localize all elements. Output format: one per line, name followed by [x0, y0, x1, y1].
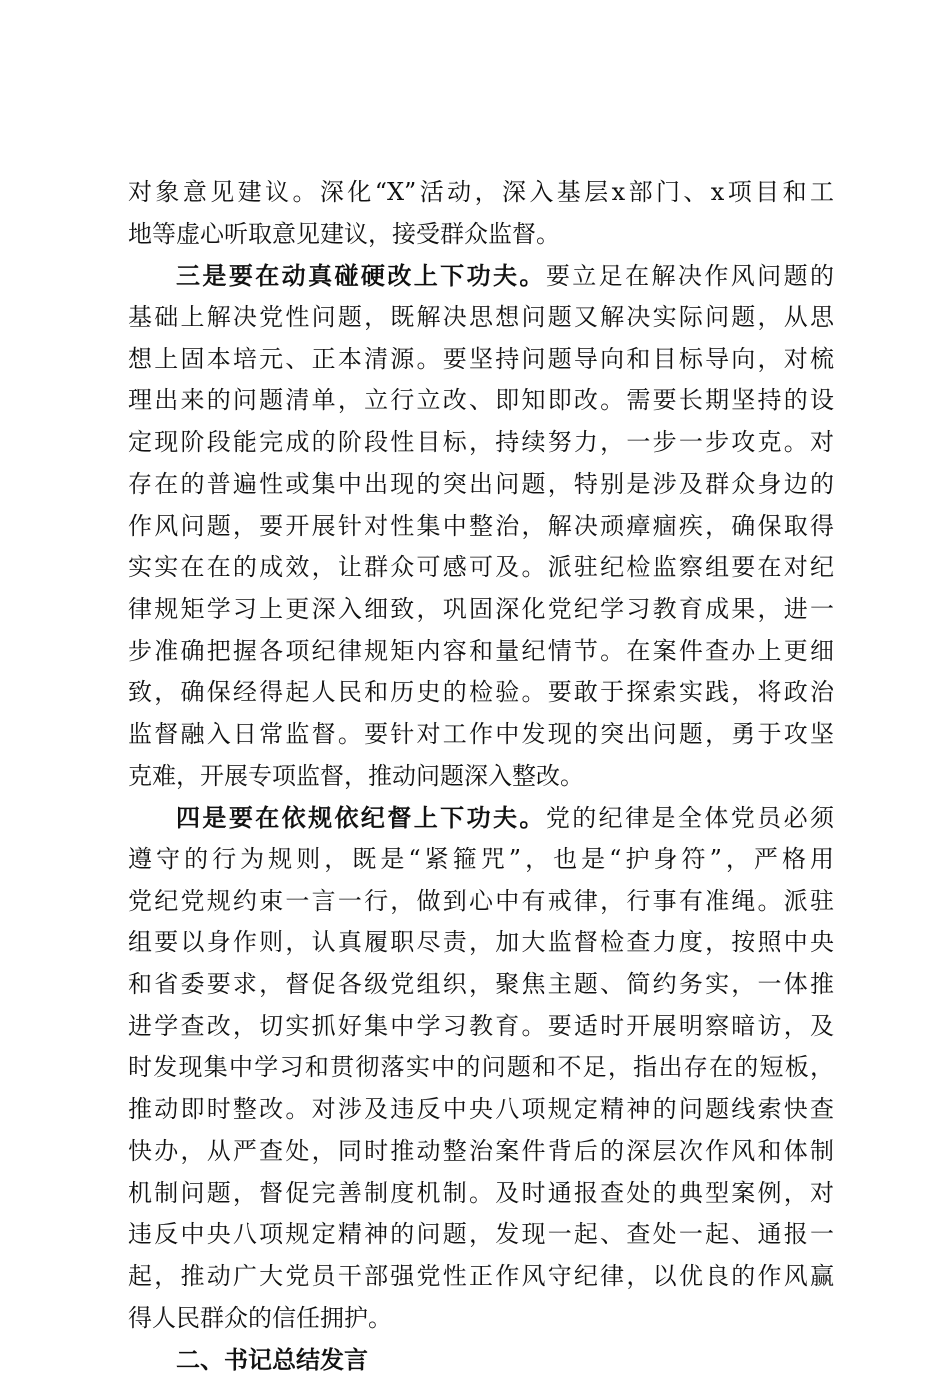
- text-line: 和省委要求，督促各级党组织，聚焦主题、简约务实，一体推: [128, 970, 834, 999]
- text-line: 想上固本培元、正本清源。要坚持问题导向和目标导向，对梳: [128, 344, 834, 373]
- text-line: 地等虚心听取意见建议，接受群众监督。: [128, 219, 560, 248]
- text-line: 定现阶段能完成的阶段性目标，持续努力，一步一步攻克。对: [128, 428, 834, 457]
- paragraph-text: 党的纪律是全体党员必须: [545, 804, 834, 833]
- text-line: 实实在在的成效，让群众可感可及。派驻纪检监察组要在对纪: [128, 553, 834, 582]
- text-line: 对象意见建议。深化“X”活动，深入基层x部门、x项目和工: [128, 178, 834, 206]
- text-line: 快办，从严查处，同时推动整治案件背后的深层次作风和体制: [128, 1136, 834, 1165]
- text-line: 理出来的问题清单，立行立改、即知即改。需要长期坚持的设: [128, 386, 834, 415]
- text-line: 遵守的行为规则，既是“紧箍咒”，也是“护身符”，严格用: [128, 845, 834, 873]
- text-line: 作风问题，要开展针对性集中整治，解决顽瘴痼疾，确保取得: [128, 511, 834, 540]
- paragraph-heading: 三是要在动真碰硬改上下功夫。: [176, 261, 546, 291]
- paragraph-text: 要立足在解决作风问题的: [545, 262, 834, 291]
- text-line: 机制问题，督促完善制度机制。及时通报查处的典型案例，对: [128, 1178, 834, 1207]
- text-line: 推动即时整改。对涉及违反中央八项规定精神的问题线索快查: [128, 1095, 834, 1124]
- text-line: 进学查改，切实抓好集中学习教育。要适时开展明察暗访，及: [128, 1011, 834, 1040]
- text-line: 步准确把握各项纪律规矩内容和量纪情节。在案件查办上更细: [128, 636, 834, 665]
- paragraph-first-line: [128, 255, 834, 297]
- text-line: 监督融入日常监督。要针对工作中发现的突出问题，勇于攻坚: [128, 719, 834, 748]
- text-line: 存在的普遍性或集中出现的突出问题，特别是涉及群众身边的: [128, 469, 834, 498]
- text-line: 党纪党规约束一言一行，做到心中有戒律，行事有准绳。派驻: [128, 886, 834, 915]
- text-line: 违反中央八项规定精神的问题，发现一起、查处一起、通报一: [128, 1220, 834, 1249]
- text-line: 起，推动广大党员干部强党性正作风守纪律，以优良的作风赢: [128, 1261, 834, 1290]
- text-line: 致，确保经得起人民和历史的检验。要敢于探索实践，将政治: [128, 678, 834, 707]
- paragraph-first-line: [128, 797, 834, 839]
- text-line: 时发现集中学习和贯彻落实中的问题和不足，指出存在的短板，: [128, 1053, 834, 1082]
- text-line: 基础上解决党性问题，既解决思想问题又解决实际问题，从思: [128, 303, 834, 332]
- text-line: 得人民群众的信任拥护。: [128, 1303, 392, 1332]
- paragraph-heading: 四是要在依规依纪督上下功夫。: [176, 803, 546, 833]
- text-line: 克难，开展专项监督，推动问题深入整改。: [128, 761, 584, 790]
- section-heading: 二、书记总结发言: [176, 1345, 368, 1375]
- document-body: [128, 172, 834, 1381]
- text-line: 组要以身作则，认真履职尽责，加大监督检查力度，按照中央: [128, 928, 834, 957]
- text-line: 律规矩学习上更深入细致，巩固深化党纪学习教育成果，进一: [128, 594, 834, 623]
